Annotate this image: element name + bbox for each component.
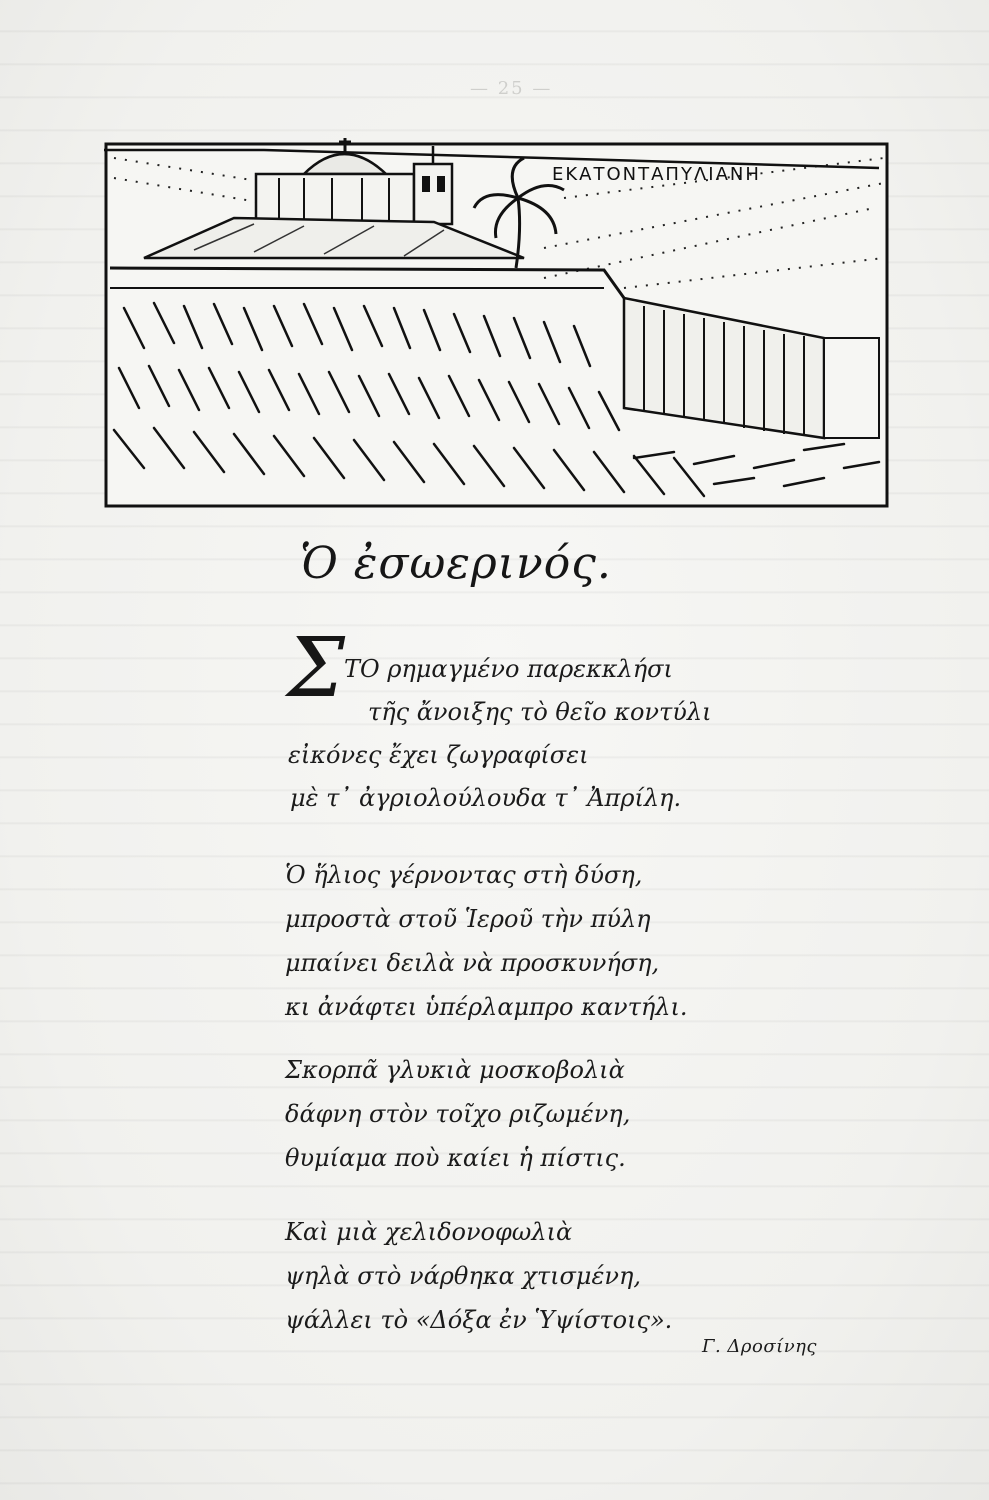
- verse-line: ψάλλει τὸ «Δόξα ἐν Ὑψίστοις».: [285, 1306, 673, 1334]
- verse-line: μὲ τ᾽ ἀγριολούλουδα τ᾽ Ἀπρίλη.: [290, 784, 682, 812]
- verse-line: Σκορπᾶ γλυκιὰ μοσκοβολιὰ: [285, 1056, 625, 1084]
- verse-line: δάφνη στὸν τοῖχο ριζωμένη,: [285, 1100, 631, 1128]
- stanza-3: [285, 1048, 630, 1180]
- poem-title: Ὁ ἐσωερινός.: [300, 538, 612, 589]
- stanza-4: [285, 1210, 672, 1342]
- verse-line: ψηλὰ στὸ νάρθηκα χτισμένη,: [285, 1262, 641, 1290]
- verse-line: μπροστὰ στοῦ Ἱεροῦ τὴν πύλη: [285, 905, 651, 933]
- verse-line: Ὁ ἥλιος γέρνοντας στὴ δύση,: [285, 861, 643, 889]
- verse-line: μπαίνει δειλὰ νὰ προσκυνήση,: [285, 949, 660, 977]
- stanza-2: [285, 853, 688, 1029]
- church-illustration: [104, 138, 889, 510]
- verse-line: εἰκόνες ἔχει ζωγραφίσει: [288, 741, 589, 769]
- drop-cap: Σ: [287, 621, 345, 716]
- ekatontapyliani-drawing: [104, 138, 889, 510]
- author-signature: Γ. Δροσίνης: [702, 1336, 818, 1357]
- illustration-caption: ΕΚΑΤΟΝΤΑΠΥΛΙΑΝΗ: [552, 164, 761, 185]
- verse-line: τῆς ἄνοιξης τὸ θεῖο κοντύλι: [368, 698, 712, 726]
- verse-line: κι ἀνάφτει ὑπέρλαμπρο καντήλι.: [285, 993, 688, 1021]
- page-number: — 25 —: [470, 78, 553, 99]
- verse-line: Καὶ μιὰ χελιδονοφωλιὰ: [285, 1218, 573, 1246]
- verse-line: θυμίαμα ποὺ καίει ἡ πίστις.: [285, 1144, 626, 1172]
- verse-line: ΤΟ ρημαγμένο παρεκκλήσι: [344, 655, 673, 683]
